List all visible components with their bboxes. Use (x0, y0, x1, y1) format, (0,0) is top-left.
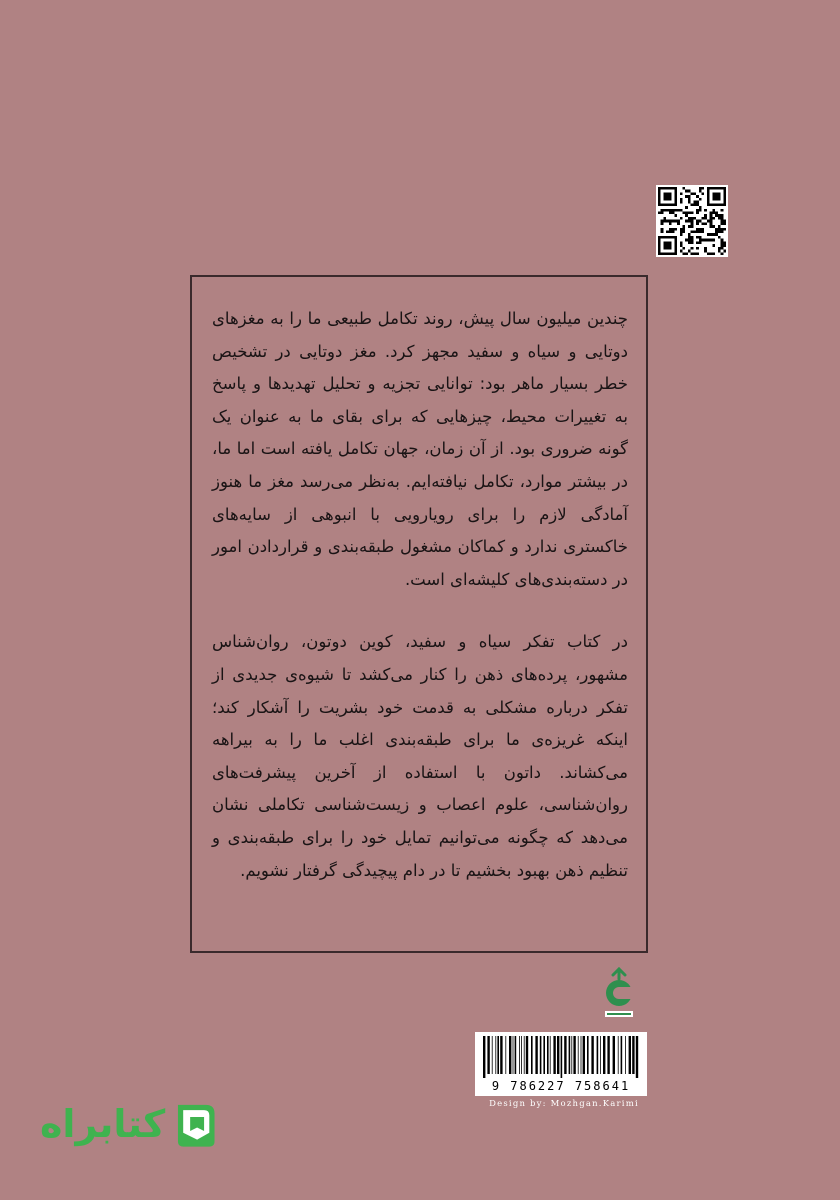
barcode-bars (481, 1036, 641, 1078)
book-badge-icon (171, 1094, 220, 1154)
description-paragraph-2 (212, 626, 628, 887)
paragraph-2-intro: در کتاب (554, 632, 628, 652)
paragraph-2-body: ، کوین دوتون، روان‌شناس مشهور، پرده‌های ذهن را کنار می‌کشد تا شیوه‌ی جدیدی از تفکر درباره مشکلی به قدمت خود بشریت را آشکار کند؛ اینکه غریزه‌ی ما برای طبقه‌بندی اغلب ما را به بیراهه می‌کشاند. داتون با استفاده از آخرین پیشرفت‌های روان‌شناسی، علوم اعصاب و زیست‌شناسی تکاملی نشان می‌دهد که چگونه می‌توانیم تمایل خود را برای طبقه‌بندی و تنظیم ذهن بهبود بخشیم تا در دام پیچیدگی گرفتار نشویم. (212, 632, 628, 880)
description-box (190, 275, 648, 953)
barcode (475, 1032, 647, 1096)
book-title: تفکر سیاه و سفید (410, 632, 555, 652)
description-paragraph-1: چندین میلیون سال پیش، روند تکامل طبیعی ما را به مغزهای دوتایی و سیاه و سفید مجهز کرد. مغز دوتایی در تشخیص خطر بسیار ماهر بود: توانایی تجزیه و تحلیل تهدیدها و پاسخ به تغییرات محیط، چیزهایی که برای بقای ما به عنوان یک گونه ضروری بود. از آن زمان، جهان تکامل یافته است اما ما، در بیشتر موارد، تکامل نیافته‌ایم. به‌نظر می‌رسد مغز ما هنوز آمادگی لازم را برای رویارویی با انبوهی از سایه‌های خاکستری ندارد و کماکان مشغول طبقه‌بندی و قراردادن امور در دسته‌بندی‌های کلیشه‌ای است. (212, 309, 628, 589)
qr-code (656, 185, 728, 257)
design-credit: Design by: Mozhgan.Karimi (489, 1099, 639, 1109)
store-logo-text: کتابراه (40, 1102, 166, 1146)
publisher-logo-icon (601, 967, 637, 1023)
isbn-number: 9 786227 758641 (491, 1079, 631, 1093)
store-logo (40, 1090, 220, 1158)
